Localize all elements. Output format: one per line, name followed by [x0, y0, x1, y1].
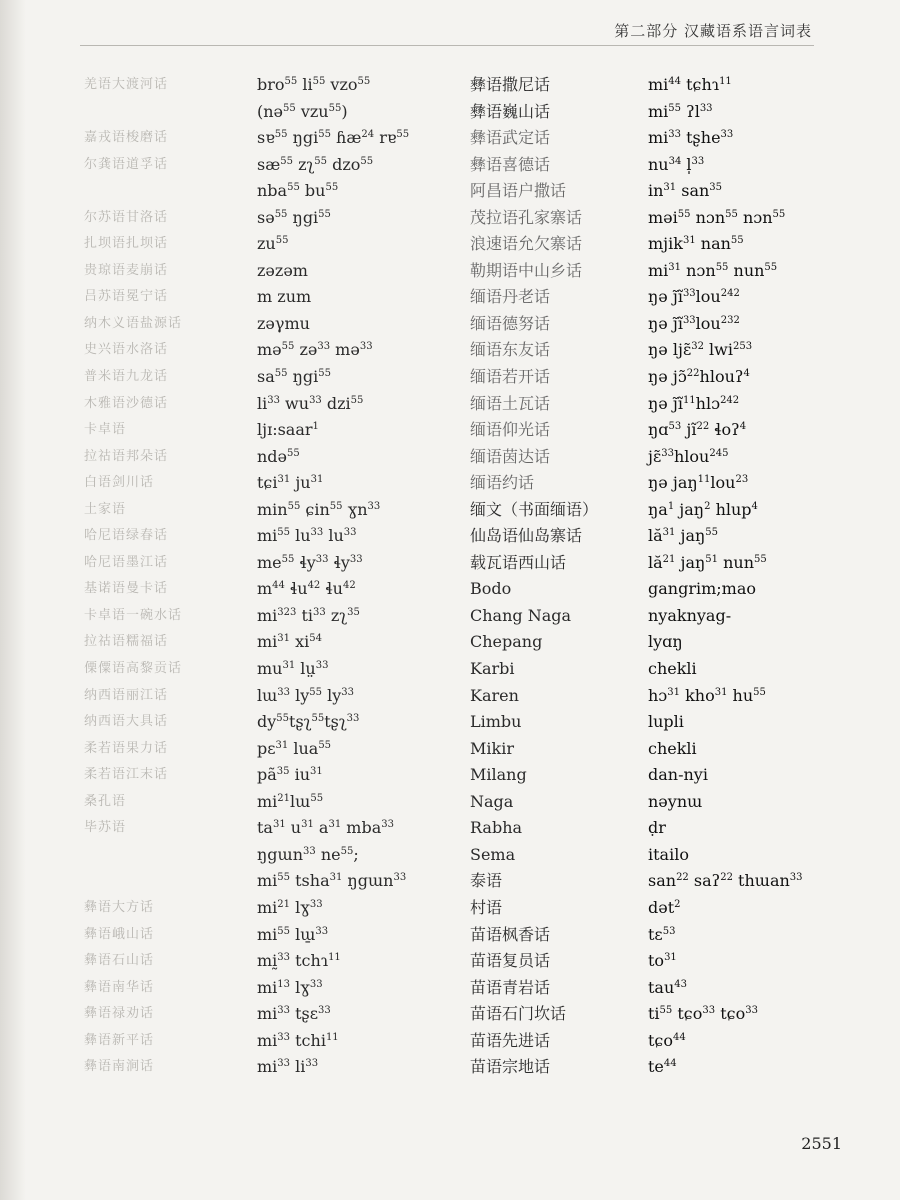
entry-language-left: 尔苏语甘洛话	[84, 209, 169, 225]
table-row	[0, 231, 900, 258]
entry-form-right: jɛ̃$^{33}$hlou$^{245}$	[648, 446, 729, 466]
entry-language-right: 茂拉语孔家寨话	[470, 207, 583, 227]
entry-form-right: $mi^{44}$ tɕhɿ$^{11}$	[648, 75, 732, 94]
entry-form-left: $ta^{31}$ $u^{31}$ $a^{31}$ mba$^{33}$	[257, 818, 394, 838]
table-row	[0, 311, 900, 338]
entry-language-right: 缅语仰光话	[470, 420, 551, 440]
entry-form-right: ŋə jaŋ$^{11}$lou$^{23}$	[648, 473, 749, 493]
entry-language-left: 木雅语沙德话	[84, 395, 169, 411]
entry-language-right: Chepang	[470, 632, 543, 652]
running-head: 第二部分 汉藏语系语言词表	[614, 22, 812, 40]
entry-language-left: 彝语石山话	[84, 953, 155, 969]
entry-language-right: 缅语丹老话	[470, 287, 551, 307]
table-row	[0, 576, 900, 603]
table-row	[0, 1001, 900, 1028]
table-row	[0, 258, 900, 285]
table-row	[0, 523, 900, 550]
entry-language-right: 苗语枫香话	[470, 924, 551, 944]
entry-language-right: Rabha	[470, 818, 523, 838]
entry-form-right: gangrim;mao	[648, 579, 756, 599]
entry-form-left: $li^{33}$ $wu^{33}$ dzi$^{55}$	[257, 393, 364, 413]
entry-form-right: lupli	[648, 712, 684, 732]
table-row	[0, 948, 900, 975]
entry-language-left: 白语剑川话	[84, 475, 155, 491]
entry-form-right: mjik$^{31}$ nan$^{55}$	[648, 234, 744, 254]
entry-form-right: nyaknyag-	[648, 605, 732, 625]
entry-language-right: 彝语巍山话	[470, 101, 551, 121]
entry-language-left: 基诺语曼卡话	[84, 581, 169, 597]
entry-form-right: san$^{22}$ saʔ$^{22}$ thɯan$^{33}$	[648, 871, 803, 891]
entry-language-left: 哈尼语绿春话	[84, 528, 169, 544]
entry-language-right: 彝语撒尼话	[470, 75, 551, 94]
table-row	[0, 178, 900, 205]
entry-language-right: 彝语武定话	[470, 128, 551, 148]
entry-language-left: 纳西语大具话	[84, 714, 169, 730]
entry-language-right: 浪速语允欠寨话	[470, 234, 583, 254]
entry-form-left: $mi^{13}$ lɣ$^{33}$	[257, 977, 323, 997]
entry-language-right: 苗语宗地话	[470, 1057, 551, 1077]
entry-form-left: pɛ$^{31}$ lua$^{55}$	[257, 738, 332, 758]
table-row	[0, 337, 900, 364]
table-row	[0, 1028, 900, 1055]
entry-form-left: $mi^{33}$ tchi$^{11}$	[257, 1030, 339, 1050]
table-row	[0, 152, 900, 179]
entry-form-right: itailo	[648, 844, 689, 864]
entry-language-right: Karen	[470, 685, 519, 705]
entry-form-left: zəzəm	[257, 260, 308, 280]
entry-language-left: 拉祜语糯福话	[84, 634, 169, 650]
entry-form-right: lyɑŋ	[648, 632, 683, 652]
entry-language-left: 土家语	[84, 501, 127, 517]
entry-form-right: $nu^{34}$ l̩$^{33}$	[648, 154, 705, 174]
entry-language-left: 彝语峨山话	[84, 926, 155, 942]
entry-form-right: $in^{31}$ san$^{35}$	[648, 181, 723, 201]
entry-language-right: Chang Naga	[470, 605, 572, 625]
entry-language-right: 村语	[470, 897, 503, 917]
entry-form-right: $mi^{55}$ ʔl$^{33}$	[648, 101, 713, 121]
entry-language-right: Sema	[470, 844, 516, 864]
entry-language-left: 彝语南华话	[84, 979, 155, 995]
table-row	[0, 629, 900, 656]
entry-form-left: $mi^{55}$ $lu^{33}$ $lu^{33}$	[257, 526, 357, 546]
table-row	[0, 284, 900, 311]
entry-language-right: Bodo	[470, 579, 512, 599]
entry-language-right: 阿昌语户撒话	[470, 181, 567, 201]
table-row	[0, 550, 900, 577]
entry-form-left: lɯ$^{33}$ $ly^{55}$ $ly^{33}$	[257, 685, 354, 705]
table-row	[0, 842, 900, 869]
table-row	[0, 709, 900, 736]
entry-language-right: 苗语先进话	[470, 1030, 551, 1050]
entry-form-right: dət$^2$	[648, 897, 681, 917]
entry-form-right: $mi^{31}$ nɔn$^{55}$ nun$^{55}$	[648, 260, 778, 280]
entry-language-left: 吕苏语冕宁话	[84, 289, 169, 305]
entry-form-right: tau$^{43}$	[648, 977, 688, 997]
entry-language-right: 苗语青岩话	[470, 977, 551, 997]
entry-language-left: 羌语大渡河话	[84, 77, 169, 92]
entry-form-left: $pã^{35}$ $iu^{31}$	[257, 765, 323, 785]
entry-form-left: $mi^{21}lɯ^{55}$	[257, 791, 324, 811]
entry-language-left: 卡卓语一碗水话	[84, 607, 183, 623]
entry-language-right: 缅语东友话	[470, 340, 551, 360]
table-row	[0, 975, 900, 1002]
entry-form-left: ljɪ:saar$^1$	[257, 420, 319, 440]
entry-form-right: məi$^{55}$ nɔn$^{55}$ nɔn$^{55}$	[648, 207, 786, 227]
entry-form-left: m zum	[257, 287, 312, 307]
table-row	[0, 815, 900, 842]
entry-form-left: sɐ$^{55}$ ŋgi$^{55}$ ɦæ$^{24}$ rɐ$^{55}$	[257, 128, 410, 148]
entry-form-left: $mi^{31}$ $xi^{54}$	[257, 632, 322, 652]
entry-language-left: 桑孔语	[84, 793, 127, 809]
table-row	[0, 444, 900, 471]
entry-language-right: 仙岛语仙岛寨话	[470, 526, 583, 546]
entry-form-left: ndə$^{55}$	[257, 446, 300, 466]
entry-language-right: Limbu	[470, 712, 522, 732]
entry-language-right: 缅语土瓦话	[470, 393, 551, 413]
table-row	[0, 656, 900, 683]
entry-language-right: 缅语德努话	[470, 313, 551, 333]
table-row	[0, 736, 900, 763]
entry-form-right: $ti^{55}$ tɕo$^{33}$ tɕo$^{33}$	[648, 1004, 758, 1024]
entry-form-left: $m^{44}$ ɬu$^{42}$ ɬu$^{42}$	[257, 579, 356, 599]
entry-form-left: $mi^{21}$ lɣ$^{33}$	[257, 897, 323, 917]
entry-language-right: 载瓦语西山话	[470, 552, 567, 572]
entry-language-right: Naga	[470, 791, 514, 811]
entry-form-left: $mi^{55}$ lɯ̱$^{33}$	[257, 924, 329, 944]
entry-language-right: 泰语	[470, 871, 503, 891]
entry-form-left: $mi^{323}$ $ti^{33}$ zʅ$^{35}$	[257, 605, 360, 625]
entry-language-right: 缅语若开话	[470, 367, 551, 387]
entry-form-left: $sæ^{55}$ zʅ$^{55}$ dzo$^{55}$	[257, 154, 374, 174]
entry-language-right: 彝语喜德话	[470, 154, 551, 174]
table-row	[0, 205, 900, 232]
entry-form-left: bro$^{55}$ $li^{55}$ vzo$^{55}$	[257, 75, 371, 94]
entry-language-left: 傈僳语高黎贡话	[84, 661, 183, 677]
entry-form-right: $lă^{21}$ jaŋ$^{51}$ nun$^{55}$	[648, 552, 767, 572]
table-row	[0, 762, 900, 789]
entry-form-left: $dy^{55}tʂʅ^{55}tʂʅ^{33}$	[257, 712, 360, 732]
table-row	[0, 603, 900, 630]
entry-form-right: $lă^{31}$ jaŋ$^{55}$	[648, 526, 719, 546]
entry-language-left: 普米语九龙话	[84, 369, 169, 385]
entry-language-left: 纳木义语盐源话	[84, 315, 183, 331]
entry-language-left: 毕苏语	[84, 820, 127, 836]
table-row	[0, 497, 900, 524]
entry-language-left: 嘉戎语梭磨话	[84, 130, 169, 146]
entry-language-left: 彝语南涧话	[84, 1059, 155, 1075]
entry-form-right: $te^{44}$	[648, 1057, 677, 1077]
entry-language-left: 哈尼语墨江话	[84, 554, 169, 570]
entry-form-right: $ŋa^1$ jaŋ$^2$ hlup$^4$	[648, 499, 758, 519]
entry-form-right: ŋə $j̃ĩ^{33}lou^{242}$	[648, 287, 740, 307]
entry-form-left: $zu^{55}$	[257, 234, 289, 254]
entry-language-left: 柔若语江末话	[84, 767, 169, 783]
table-row	[0, 868, 900, 895]
entry-form-right: ŋə jɔ̃$^{22}$hlouʔ$^4$	[648, 367, 750, 387]
entry-form-right: ŋə ljɛ̃$^{32}$ lwi$^{253}$	[648, 340, 753, 360]
page-number: 2551	[801, 1134, 842, 1153]
entry-form-left: nba$^{55}$ $bu^{55}$	[257, 181, 339, 201]
entry-form-right: ŋə $j̃ĩ^{33}lou^{232}$	[648, 313, 740, 333]
entry-language-left: 彝语禄劝话	[84, 1006, 155, 1022]
entry-form-left: $\min^{55}$ ɕin$^{55}$ ɣn$^{33}$	[257, 499, 381, 519]
entry-language-left: 彝语新平话	[84, 1032, 155, 1048]
entry-form-right: ŋə $j̃ĩ^{11}hlɔ^{242}$	[648, 393, 740, 413]
entry-language-left: 贵琼语麦崩话	[84, 262, 169, 278]
entry-language-left: 扎坝语扎坝话	[84, 236, 169, 252]
entry-form-left: $mi^{55}$ tsha$^{31}$ ŋgɯn$^{33}$	[257, 871, 407, 891]
word-list-table	[0, 72, 900, 1081]
entry-language-right: 缅文（书面缅语）	[470, 499, 599, 519]
entry-language-left: 拉祜语邦朵话	[84, 448, 169, 464]
entry-language-left: 纳西语丽江话	[84, 687, 169, 703]
entry-form-left: $sa^{55}$ ŋgi$^{55}$	[257, 367, 331, 387]
entry-form-left: sə$^{55}$ ŋgi$^{55}$	[257, 207, 331, 227]
table-row	[0, 391, 900, 418]
entry-form-left: mə$^{55}$ zə$^{33}$ mə$^{33}$	[257, 340, 373, 360]
entry-language-right: Milang	[470, 765, 527, 785]
entry-form-right: hɔ$^{31}$ kho$^{31}$ $hu^{55}$	[648, 685, 766, 705]
entry-form-left: $me^{55}$ ɬy$^{33}$ ɬy$^{33}$	[257, 552, 363, 572]
table-row	[0, 1054, 900, 1081]
entry-language-left: 史兴语水洛话	[84, 342, 169, 358]
table-row	[0, 125, 900, 152]
table-row	[0, 683, 900, 710]
entry-language-right: Mikir	[470, 738, 514, 758]
entry-form-right: dan-nyi	[648, 765, 708, 785]
entry-language-right: 勒期语中山乡话	[470, 260, 583, 280]
entry-form-right: ŋɑ$^{53}$ $jĩ^{22}$ ɬoʔ$^4$	[648, 420, 747, 440]
entry-form-right: chekli	[648, 738, 697, 758]
table-row	[0, 922, 900, 949]
entry-language-right: 缅语茵达话	[470, 446, 551, 466]
entry-language-left: 卡卓语	[84, 422, 127, 438]
entry-language-left: 尔龚语道孚话	[84, 156, 169, 172]
entry-form-left: $mi^{33}$ tʂɛ$^{33}$	[257, 1004, 331, 1024]
table-row	[0, 470, 900, 497]
entry-form-left: zəγmu	[257, 313, 310, 333]
entry-language-left: 彝语大方话	[84, 899, 155, 915]
table-row	[0, 99, 900, 126]
entry-form-right: $mi^{33}$ tʂhe$^{33}$	[648, 128, 734, 148]
entry-form-right: $to^{31}$	[648, 951, 677, 971]
entry-form-left: tɕi$^{31}$ $ju^{31}$	[257, 473, 324, 493]
entry-form-left: $mu^{31}$ lṳ$^{33}$	[257, 659, 329, 679]
entry-form-right: tɛ$^{53}$	[648, 924, 676, 944]
entry-form-left: $mi^{33}$ $li^{33}$	[257, 1057, 319, 1077]
entry-language-right: 缅语约话	[470, 473, 535, 493]
entry-language-right: Karbi	[470, 659, 515, 679]
entry-language-right: 苗语复员话	[470, 951, 551, 971]
entry-form-right: nəynɯ	[648, 791, 703, 811]
entry-language-left: 柔若语果力话	[84, 740, 169, 756]
entry-form-right: chekli	[648, 659, 697, 679]
entry-language-right: 苗语石门坎话	[470, 1004, 567, 1024]
table-row	[0, 72, 900, 99]
entry-form-left: ŋgɯn$^{33}$ $ne^{55}$;	[257, 844, 359, 864]
table-row	[0, 789, 900, 816]
header-rule	[80, 45, 814, 46]
entry-form-right: tɕo$^{44}$	[648, 1030, 686, 1050]
table-row	[0, 364, 900, 391]
table-row	[0, 895, 900, 922]
table-row	[0, 417, 900, 444]
entry-form-right: ḍr	[648, 818, 666, 838]
entry-form-left: (nə$^{55}$ vzu$^{55}$)	[257, 101, 348, 121]
entry-form-left: mḭ$^{33}$ tchɿ$^{11}$	[257, 951, 341, 971]
